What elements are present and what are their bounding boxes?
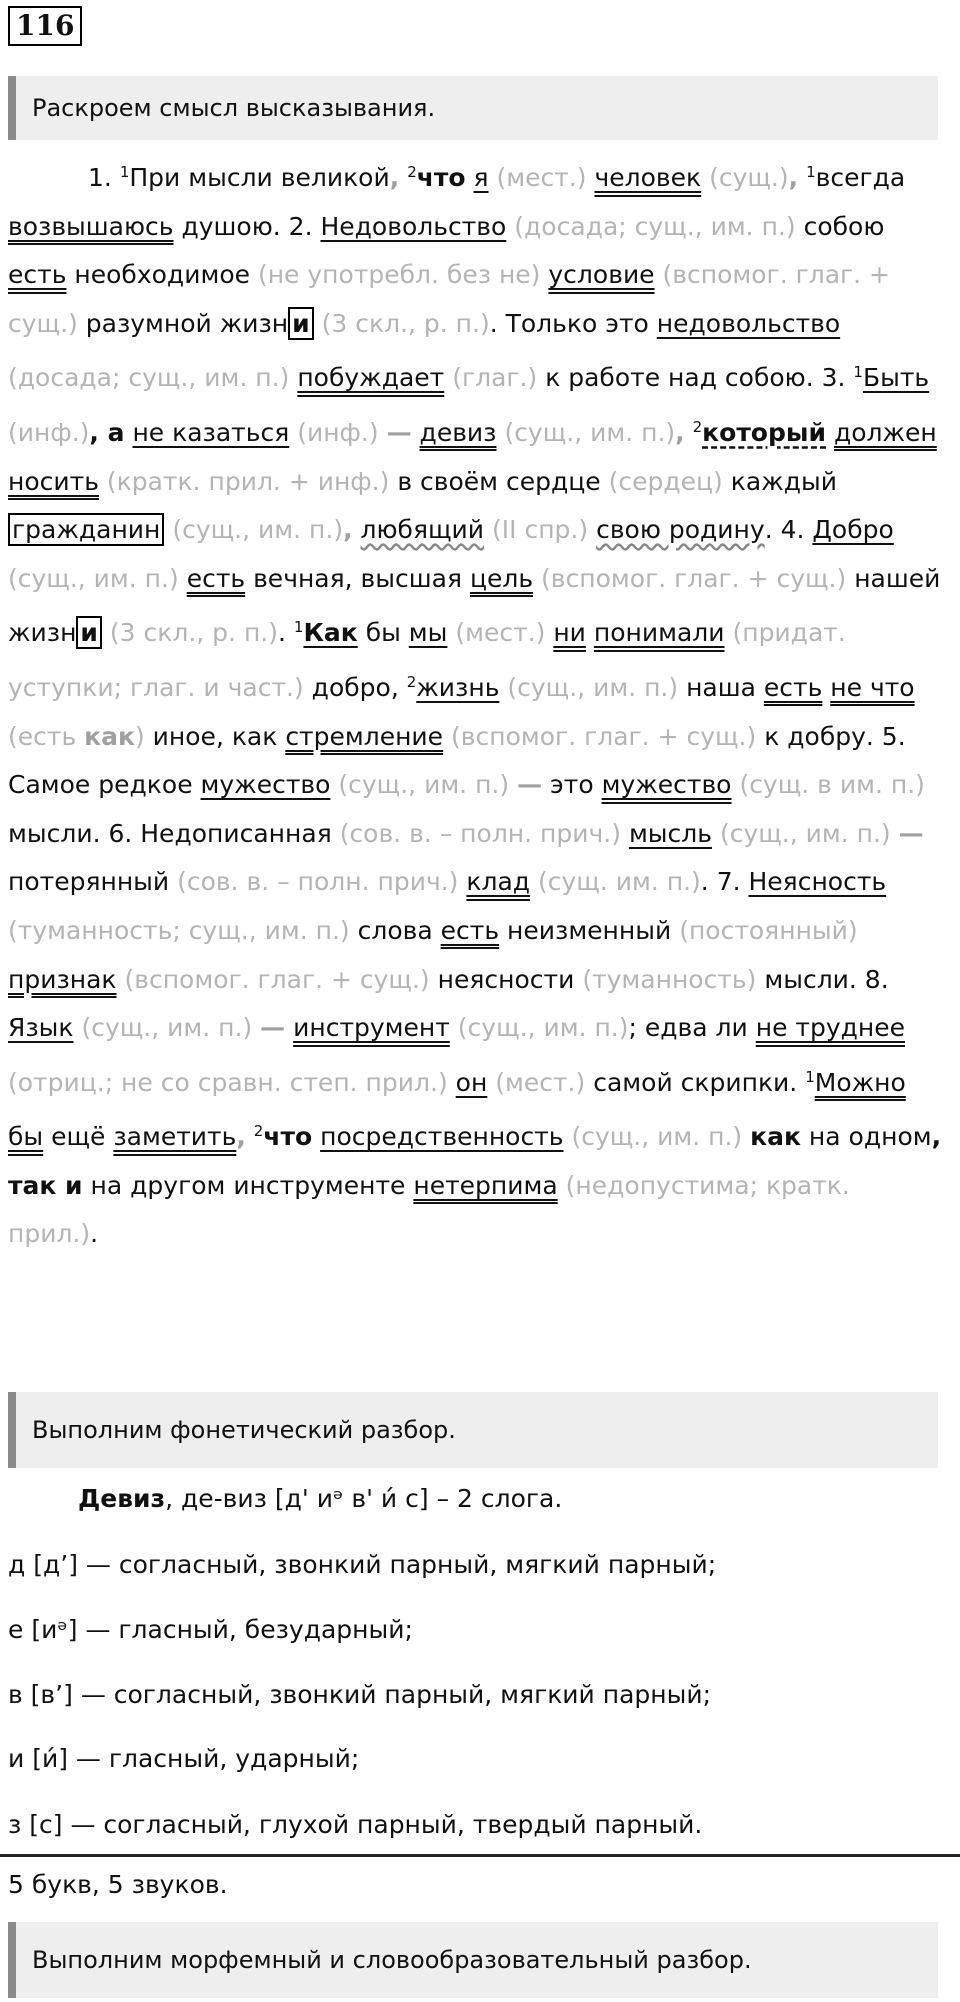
predicate: не что: [830, 672, 915, 702]
ending-box: и: [288, 307, 314, 340]
note: (сов. в. – полн. прич.): [339, 818, 621, 848]
predicate: заметить: [113, 1122, 237, 1152]
word: к добру. 5. Самое редкое: [8, 721, 906, 800]
word: душою. 2.: [181, 211, 313, 241]
note: (сов. в. – полн. прич.): [177, 867, 459, 897]
predicate: признак: [8, 964, 117, 994]
conjunction: , а: [89, 417, 125, 447]
word: каждый: [730, 466, 837, 496]
note: (глаг.): [452, 363, 538, 393]
predicate: есть: [763, 672, 823, 702]
note: (отриц.; не со сравн. степ. прил.): [8, 1067, 448, 1097]
section-header-morphemic: [8, 1922, 938, 1998]
subject: Недовольство: [320, 211, 507, 241]
particle: ни: [553, 618, 586, 648]
note: (инф.): [297, 417, 379, 447]
dash: —: [517, 770, 543, 800]
subject: посредственность: [320, 1122, 564, 1152]
predicate: цель: [469, 563, 534, 593]
predicate: есть: [440, 915, 500, 945]
punct: ,: [788, 163, 799, 192]
clause-index: 2: [253, 1122, 264, 1141]
word: слова: [357, 915, 433, 945]
predicate: условие: [548, 260, 655, 290]
note: (вспомог. глаг. + сущ.): [124, 964, 430, 994]
clause-index: 1: [806, 163, 816, 181]
phonetic-heading: [78, 1484, 562, 1513]
word: на одном: [808, 1122, 932, 1152]
subject: Быть: [862, 363, 930, 393]
note: (мест.): [495, 1067, 586, 1097]
predicate: не труднее: [755, 1013, 906, 1043]
note: (сущ. им. п.): [538, 867, 701, 897]
subject: он: [455, 1067, 488, 1097]
clause-index: 1: [853, 363, 863, 382]
word: всегда: [815, 163, 906, 192]
note: (постоянный): [679, 915, 858, 945]
word: . 4.: [764, 515, 805, 545]
phonetic-line-2: е [иᵊ] — гласный, безударный;: [8, 1615, 413, 1644]
phonetic-transcription: , де-виз [д' иᵊ в' и́ с] – 2 слога.: [165, 1484, 563, 1513]
note: (сущ., им. п.): [457, 1013, 629, 1043]
word: мысли. 6. Недописанная: [8, 818, 332, 848]
subject: Неясность: [748, 867, 887, 897]
note: (инф.): [8, 417, 90, 447]
note: (сущ., им. п.): [571, 1122, 743, 1152]
subject: мы: [408, 618, 448, 648]
phonetic-line-5: з [с] — согласный, глухой парный, твердый парный.: [8, 1810, 703, 1839]
predicate: инструмент: [293, 1013, 450, 1043]
predicate: человек: [594, 163, 702, 192]
note: (сущ., им. п.): [719, 818, 891, 848]
predicate: должен носить: [8, 417, 937, 496]
note: ): [134, 721, 145, 751]
phonetic-line-4: и [и́] — гласный, ударный;: [8, 1744, 360, 1773]
note: (вспомог. глаг. + сущ.): [451, 721, 757, 751]
punct: ,: [236, 1122, 246, 1152]
note: (сущ., им. п.): [81, 1013, 253, 1043]
punct: ,: [343, 515, 353, 545]
word: .: [90, 1219, 99, 1249]
subject: не казаться: [132, 417, 290, 447]
section-header-meaning-text: Раскроем смысл высказывания.: [32, 94, 436, 122]
analysis-text: [8, 148, 944, 1259]
note: (туманность): [582, 964, 757, 994]
dash: —: [898, 818, 924, 848]
phonetic-line-3: в [в’] — согласный, звонкий парный, мягкий парный;: [8, 1680, 712, 1709]
task-number: 116: [8, 6, 82, 46]
note: (сущ.): [709, 163, 789, 192]
note: (досада; сущ., им. п.): [514, 211, 796, 241]
clause-index: 1: [293, 618, 304, 637]
word: добро,: [311, 672, 399, 702]
subject: Язык: [8, 1013, 74, 1043]
word: самой скрипки.: [593, 1067, 798, 1097]
note: (3 скл., р. п.): [109, 618, 278, 648]
word: бы: [365, 618, 401, 648]
conjunction: , так и: [8, 1122, 942, 1200]
word: При мысли великой: [129, 163, 390, 192]
note: (II спр.): [492, 515, 589, 545]
dash: —: [386, 417, 412, 447]
clause-index: 2: [407, 163, 417, 181]
note: (придат. уступки; глаг. и част.): [8, 618, 846, 702]
subject: Добро: [812, 515, 894, 545]
note: (кратк. прил. + инф.): [106, 466, 390, 496]
note: (мест.): [496, 163, 587, 192]
word: что: [416, 163, 466, 192]
section-header-meaning: [8, 76, 938, 140]
note: (3 скл., р. п.): [321, 308, 490, 338]
word-box: гражданин: [8, 513, 164, 546]
punct: ,: [675, 417, 685, 447]
word: собою: [803, 211, 885, 241]
word: .: [278, 618, 286, 648]
word: это: [550, 770, 594, 800]
note: (мест.): [455, 618, 546, 648]
subject: мужество: [200, 770, 331, 800]
note: (вспомог. глаг. + сущ.): [8, 260, 890, 338]
predicate: есть: [186, 563, 246, 593]
word: мысли. 8.: [764, 964, 889, 994]
note: (есть: [8, 721, 77, 751]
word: необходимое: [74, 260, 250, 290]
word: нашей жизн: [8, 563, 941, 648]
clause-index: 2: [406, 672, 417, 691]
dash: —: [260, 1013, 286, 1043]
phonetic-summary: 5 букв, 5 звуков.: [8, 1870, 228, 1899]
predicate: стремление: [285, 721, 444, 751]
note: как: [84, 721, 135, 751]
section-header-morphemic-text: Выполним морфемный и словообразовательный разбор.: [32, 1946, 752, 1974]
subject: жизнь: [416, 672, 500, 702]
predicate: понимали: [593, 618, 725, 648]
predicate: Можно бы: [8, 1067, 906, 1152]
note: (сердец): [608, 466, 723, 496]
word: на другом инструменте: [90, 1170, 406, 1200]
phonetic-line-1: д [д’] — согласный, звонкий парный, мягкий парный;: [8, 1550, 717, 1579]
note: (туманность; сущ., им. п.): [8, 915, 350, 945]
conjunction: Как: [303, 618, 358, 648]
predicate: есть: [8, 260, 67, 290]
predicate: клад: [466, 867, 531, 897]
ending-box: и: [76, 616, 102, 649]
word: наша: [686, 672, 756, 702]
predicate: девиз: [419, 417, 497, 447]
note: (сущ., им. п.): [8, 563, 179, 593]
conjunction: что: [263, 1122, 313, 1152]
sentence-number: 1.: [88, 163, 112, 192]
note: (сущ., им. п.): [504, 417, 676, 447]
phonetic-word: Девиз: [78, 1484, 166, 1513]
predicate: побуждает: [297, 363, 445, 393]
section-header-phonetic-text: Выполним фонетический разбор.: [32, 1416, 456, 1444]
participle: любящий: [360, 515, 485, 545]
note: (сущ. в им. п.): [739, 770, 925, 800]
clause-index: 1: [805, 1067, 815, 1086]
note: (сущ., им. п.): [507, 672, 679, 702]
participle-phrase: свою родину: [596, 515, 765, 545]
divider: [0, 1854, 960, 1857]
predicate: нетерпима: [413, 1170, 558, 1200]
note: (сущ., им. п.): [172, 515, 344, 545]
conjunction: как: [750, 1122, 801, 1152]
note: (вспомог. глаг. + сущ.): [541, 563, 847, 593]
clause-index: 1: [119, 163, 130, 181]
subject: недовольство: [656, 308, 841, 338]
word: к работе над собою. 3.: [545, 363, 846, 393]
section-header-phonetic: [8, 1392, 938, 1468]
predicate: мужество: [601, 770, 732, 800]
word: неизменный: [507, 915, 672, 945]
note: (сущ., им. п.): [338, 770, 510, 800]
punct: ,: [389, 163, 400, 192]
word: разумной жизн: [85, 308, 289, 338]
word: ещё: [51, 1122, 106, 1152]
word: вечная, высшая: [253, 563, 463, 593]
subject: который: [702, 417, 826, 447]
word: неясности: [437, 964, 575, 994]
clause-index: 2: [692, 417, 703, 436]
word: . Только это: [489, 308, 649, 338]
predicate: возвышаюсь: [8, 211, 174, 241]
subject: мысль: [628, 818, 712, 848]
word: потерянный: [8, 867, 170, 897]
note: (досада; сущ., им. п.): [8, 363, 290, 393]
note: (недопустима; кратк. прил.): [8, 1170, 850, 1249]
word: в своём сердце: [397, 466, 601, 496]
subject: я: [473, 163, 489, 192]
word: ; едва ли: [628, 1013, 748, 1043]
word: иное, как: [152, 721, 278, 751]
note: (не употребл. без не): [257, 260, 541, 290]
word: . 7.: [700, 867, 741, 897]
